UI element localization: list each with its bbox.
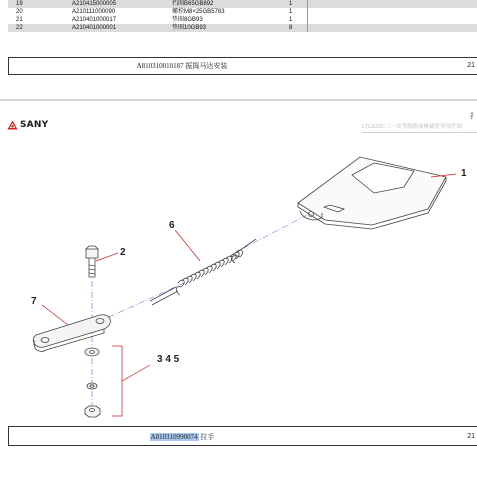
row-name: 垫圈10GB93	[172, 24, 289, 32]
page-separator	[0, 99, 477, 101]
bottom-caption-box	[8, 426, 477, 446]
callout-3-4-5: 3 4 5	[157, 354, 180, 365]
callout-6: 6	[169, 220, 175, 231]
model-line: LTU120C三一高等级路面摊铺机零部件图	[362, 122, 477, 133]
row-index: 20	[16, 9, 23, 15]
bottom-caption-code[interactable]: A810310990074	[150, 433, 198, 441]
top-caption-page: 21	[467, 62, 475, 69]
corner-mark: 扌	[470, 112, 477, 120]
sany-logo	[7, 120, 48, 130]
row-code: A210415000005	[72, 0, 172, 8]
top-caption-box	[8, 57, 477, 75]
top-caption-code[interactable]: A810310010187	[136, 62, 184, 70]
link-bar-part	[33, 315, 110, 352]
washer-part	[85, 348, 99, 356]
bottom-caption-text	[9, 432, 355, 442]
row-qty: 1	[289, 9, 293, 15]
row-code: A210111000090	[72, 9, 116, 15]
row-name: 垫圈8GB93	[172, 17, 203, 23]
top-caption-title: 振捣马达安装	[185, 62, 228, 70]
table-row	[8, 16, 477, 24]
callout-2: 2	[120, 247, 126, 258]
row-index: 21	[16, 17, 23, 23]
table-row	[8, 0, 477, 8]
row-name: 挡圈B65GB892	[172, 0, 289, 8]
parts-table	[8, 0, 477, 32]
row-name: 螺栓M8×25GB5783	[172, 9, 225, 15]
sany-logo-icon	[7, 120, 18, 130]
exploded-parts-drawing	[0, 135, 477, 425]
row-qty: 8	[289, 24, 308, 32]
row-index: 19	[8, 0, 72, 8]
row-qty: 1	[289, 0, 308, 8]
spring-washer-part	[87, 383, 97, 389]
spring-part	[150, 239, 256, 305]
row-code: A210401000017	[72, 17, 117, 23]
row-note	[308, 24, 477, 32]
bottom-caption-page: 21	[467, 433, 475, 440]
top-caption-text	[9, 61, 355, 71]
row-qty: 1	[289, 17, 293, 23]
nut-part	[85, 406, 100, 417]
row-index: 22	[8, 24, 72, 32]
callout-1: 1	[461, 168, 467, 179]
callout-7: 7	[31, 296, 37, 307]
row-note	[308, 16, 477, 24]
row-note	[308, 0, 477, 8]
bottom-caption-title: 拉手	[200, 433, 215, 441]
handle-plate-part	[298, 157, 446, 229]
table-row	[8, 8, 477, 16]
table-row	[8, 24, 477, 32]
logo-text: SANY	[20, 120, 49, 130]
row-code: A210401000001	[72, 24, 172, 32]
row-note	[308, 8, 477, 16]
bolt-part	[86, 246, 98, 277]
